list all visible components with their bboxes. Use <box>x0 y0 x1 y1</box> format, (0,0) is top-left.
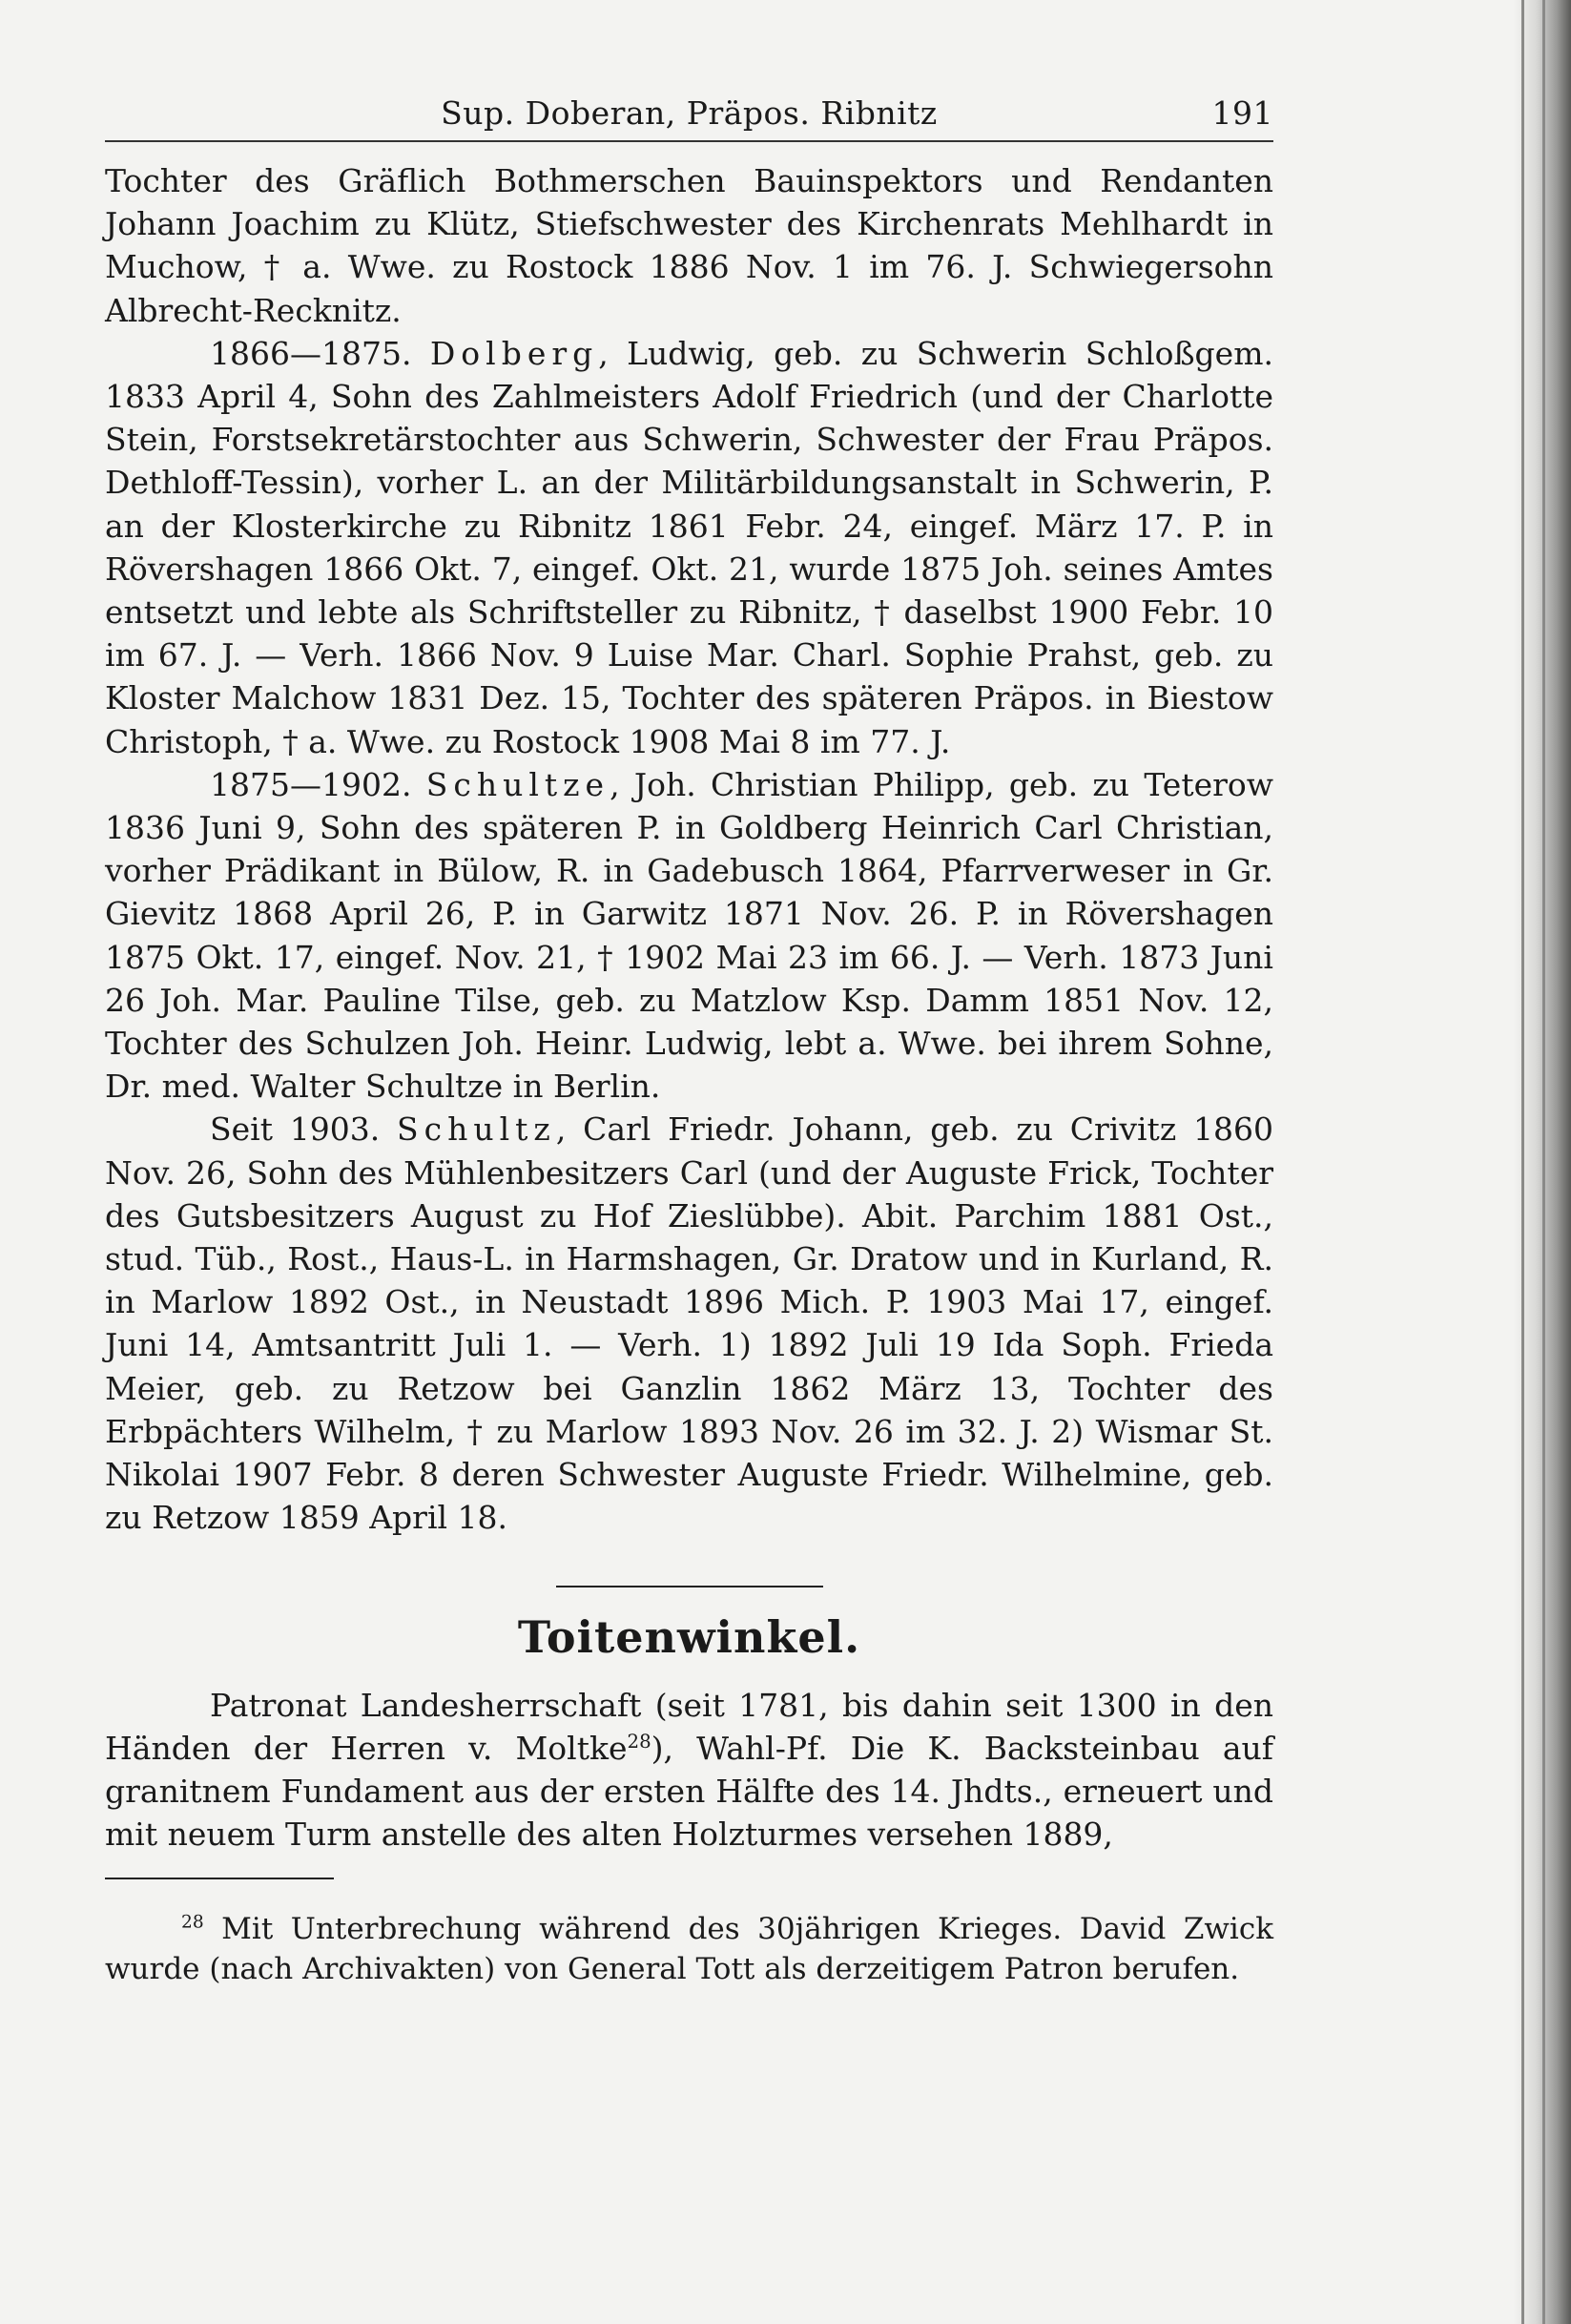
entry-years: Seit 1903. <box>210 1110 381 1149</box>
section-divider <box>556 1586 823 1587</box>
section-paragraph <box>105 1684 1273 1857</box>
entry-text: , Joh. Christian Philipp, geb. zu Teterow 1836 Juni 9, Sohn des späteren P. in Goldberg Heinrich Carl Christian, vorher Prädikant in Bülow, R. in Gadebusch 1864, Pfarrverweser in Gr. Gievitz 1868 April 26, P. in Garwitz 1871 Nov. 26. P. in Rövershagen 1875 Okt. 17, eingef. Nov. 21, † 1902 Mai 23 im 66. J. — Verh. 1873 Juni 26 Joh. Mar. Pauline Tilse, geb. zu Matzlow Ksp. Damm 1851 Nov. 12, Tochter des Schulzen Joh. Heinr. Ludwig, lebt a. Wwe. bei ihrem Sohne, Dr. med. Walter Schultze in Berlin. <box>105 765 1273 1106</box>
footnote-divider <box>105 1878 334 1879</box>
entry-name: Schultze <box>425 765 610 803</box>
section-text-end: ), Wahl-Pf. Die K. Backsteinbau auf granitnem Fundament aus der ersten Hälfte des 14. Jhdts., erneuert und mit neuem Turm anstelle des alten Holzturmes versehen 1889, <box>105 1729 1274 1854</box>
binding-line <box>1521 0 1524 2324</box>
entry-text: , Carl Friedr. Johann, geb. zu Crivitz 1860 Nov. 26, Sohn des Mühlenbesitzers Carl (und der Auguste Frick, Tochter des Gutsbesitzers August zu Hof Zieslübbe). Abit. Parchim 1881 Ost., stud. Tüb., Rost., Haus-L. in Harmshagen, Gr. Dratow und in Kurland, R. in Marlow 1892 Ost., in Neustadt 1896 Mich. P. 1903 Mai 17, eingef. Juni 14, Amtsantritt Juli 1. — Verh. 1) 1892 Juli 19 Ida Soph. Frieda Meier, geb. zu Retzow bei Ganzlin 1862 März 13, Tochter des Erbpächters Wilhelm, † zu Marlow 1893 Nov. 26 im 32. J. 2) Wismar St. Nikolai 1907 Febr. 8 deren Schwester Auguste Friedr. Wilhelmine, geb. zu Retzow 1859 April 18. <box>105 1110 1273 1537</box>
body-text <box>105 159 1273 1857</box>
footnote-reference: 28 <box>627 1730 651 1753</box>
page-number: 191 <box>1211 94 1273 132</box>
entry-text: , Ludwig, geb. zu Schwerin Schloßgem. 1833 April 4, Sohn des Zahlmeisters Adolf Friedrich (und der Charlotte Stein, Forstsekretärstochter aus Schwerin, Schwester der Frau Präpos. Dethloff-Tessin), vorher L. an der Militärbildungsanstalt in Schwerin, P. an der Klosterkirche zu Ribnitz 1861 Febr. 24, eingef. März 17. P. in Rövershagen 1866 Okt. 7, eingef. Okt. 21, wurde 1875 Joh. seines Amtes entsetzt und lebte als Schriftsteller zu Ribnitz, † daselbst 1900 Febr. 10 im 67. J. — Verh. 1866 Nov. 9 Luise Mar. Charl. Sophie Prahst, geb. zu Kloster Malchow 1831 Dez. 15, Tochter des späteren Präpos. in Biestow Christoph, † a. Wwe. zu Rostock 1908 Mai 8 im 77. J. <box>105 334 1273 760</box>
pastor-entry-schultze <box>105 763 1273 1109</box>
entry-years: 1875—1902. <box>210 765 412 803</box>
entry-name: Dolberg <box>429 334 599 372</box>
book-page <box>105 91 1273 2020</box>
section-title: Toitenwinkel. <box>517 1610 861 1663</box>
continued-paragraph: Tochter des Gräflich Bothmerschen Bauinspektors und Rendanten Johann Joachim zu Klütz, Stiefschwester des Kirchenrats Mehlhardt in Muchow, † a. Wwe. zu Rostock 1886 Nov. 1 im 76. J. Schwiegersohn Albrecht-Recknitz. <box>105 162 1273 329</box>
entry-years: 1866—1875. <box>210 334 412 372</box>
section-text-start: Patronat Landesherrschaft (seit 1781, bis dahin seit 1300 in den Händen der Herren v. Moltke <box>105 1686 1273 1767</box>
entry-name: Schultz <box>397 1110 556 1149</box>
footnote-text: Mit Unterbrechung während des 30jährigen Krieges. David Zwick wurde (nach Archivakten) von General Tott als derzeitigem Patron berufen. <box>105 1911 1273 1987</box>
book-binding-edge <box>1514 0 1571 2324</box>
footnote-number: 28 <box>181 1912 204 1933</box>
binding-line <box>1542 0 1545 2324</box>
running-title: Sup. Doberan, Präpos. Ribnitz <box>441 94 938 132</box>
pastor-entry-schultz <box>105 1108 1273 1539</box>
footnote <box>105 1909 1273 1990</box>
page-header <box>105 91 1273 142</box>
pastor-entry-dolberg <box>105 332 1273 763</box>
